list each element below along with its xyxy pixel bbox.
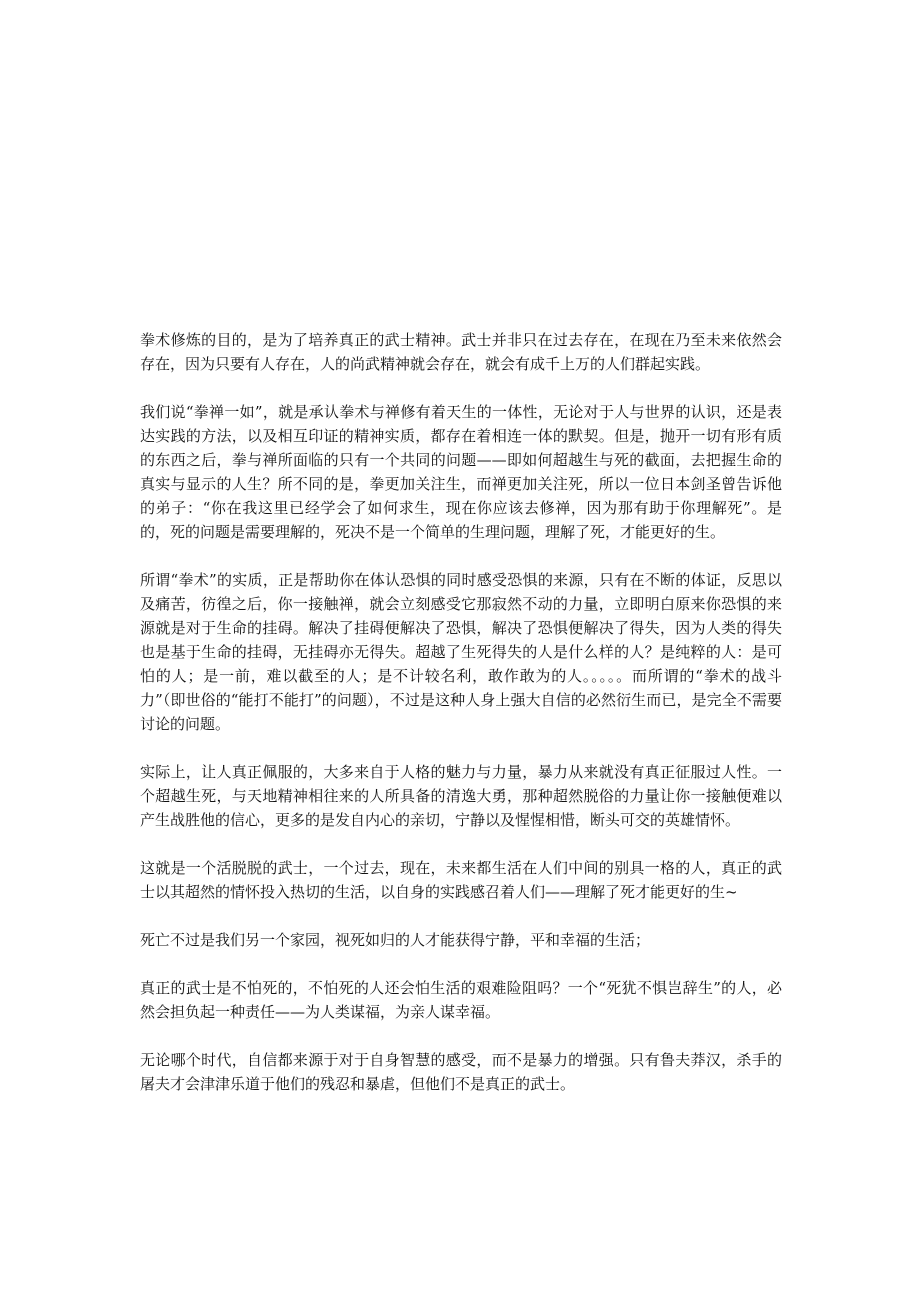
document-body (140, 328, 782, 1096)
paragraph-3: 所谓“拳术”的实质，正是帮助你在体认恐惧的同时感受恐惧的来源，只有在不断的体证，反思以及痛苦，彷徨之后，你一接触禅，就会立刻感受它那寂然不动的力量，立即明白原来你恐惧的来源就是对于生命的挂碍。解决了挂碍便解决了恐惧，解决了恐惧便解决了得失，因为人类的得失也是基于生命的挂碍，无挂碍亦无得失。超越了生死得失的人是什么样的人？是纯粹的人：是可怕的人；是一前，难以截至的人；是不计较名利，敢作敢为的人。。。。。而所谓的“拳术的战斗力”（即世俗的“能打不能打”的问题），不过是这种人身上强大自信的必然衍生而已，是完全不需要讨论的问题。 (140, 571, 782, 733)
paragraph-6: 死亡不过是我们另一个家园，视死如归的人才能获得宁静，平和幸福的生活； (140, 931, 651, 949)
paragraph-5: 这就是一个活脱脱的武士，一个过去，现在，未来都生活在人们中间的别具一格的人，真正的武士以其超然的情怀投入热切的生活，以自身的实践感召着人们——理解了死才能更好的生~ (140, 859, 782, 901)
paragraph-7: 真正的武士是不怕死的，不怕死的人还会怕生活的艰难险阻吗？一个“死犹不惧岂辞生”的人，必然会担负起一种责任——为人类谋福，为亲人谋幸福。 (140, 979, 782, 1021)
paragraph-1: 拳术修炼的目的，是为了培养真正的武士精神。武士并非只在过去存在，在现在乃至未来依然会存在，因为只要有人存在，人的尚武精神就会存在，就会有成千上万的人们群起实践。 (140, 331, 782, 373)
paragraph-8: 无论哪个时代，自信都来源于对于自身智慧的感受，而不是暴力的增强。只有鲁夫莽汉，杀手的屠夫才会津津乐道于他们的残忍和暴虐，但他们不是真正的武士。 (140, 1051, 782, 1093)
paragraph-4: 实际上，让人真正佩服的，大多来自于人格的魅力与力量，暴力从来就没有真正征服过人性。一个超越生死，与天地精神相往来的人所具备的清逸大勇，那种超然脱俗的力量让你一接触便难以产生战胜他的信心，更多的是发自内心的亲切，宁静以及惺惺相惜，断头可交的英雄情怀。 (140, 763, 782, 829)
paragraph-2: 我们说“拳禅一如”，就是承认拳术与禅修有着天生的一体性，无论对于人与世界的认识，还是表达实践的方法，以及相互印证的精神实质，都存在着相连一体的默契。但是，抛开一切有形有质的东西之后，拳与禅所面临的只有一个共同的问题——即如何超越生与死的截面，去把握生命的真实与显示的人生？所不同的是，拳更加关注生，而禅更加关注死，所以一位日本剑圣曾告诉他的弟子：“你在我这里已经学会了如何求生，现在你应该去修禅，因为那有助于你理解死”。是的，死的问题是需要理解的，死决不是一个简单的生理问题，理解了死，才能更好的生。 (140, 403, 782, 541)
